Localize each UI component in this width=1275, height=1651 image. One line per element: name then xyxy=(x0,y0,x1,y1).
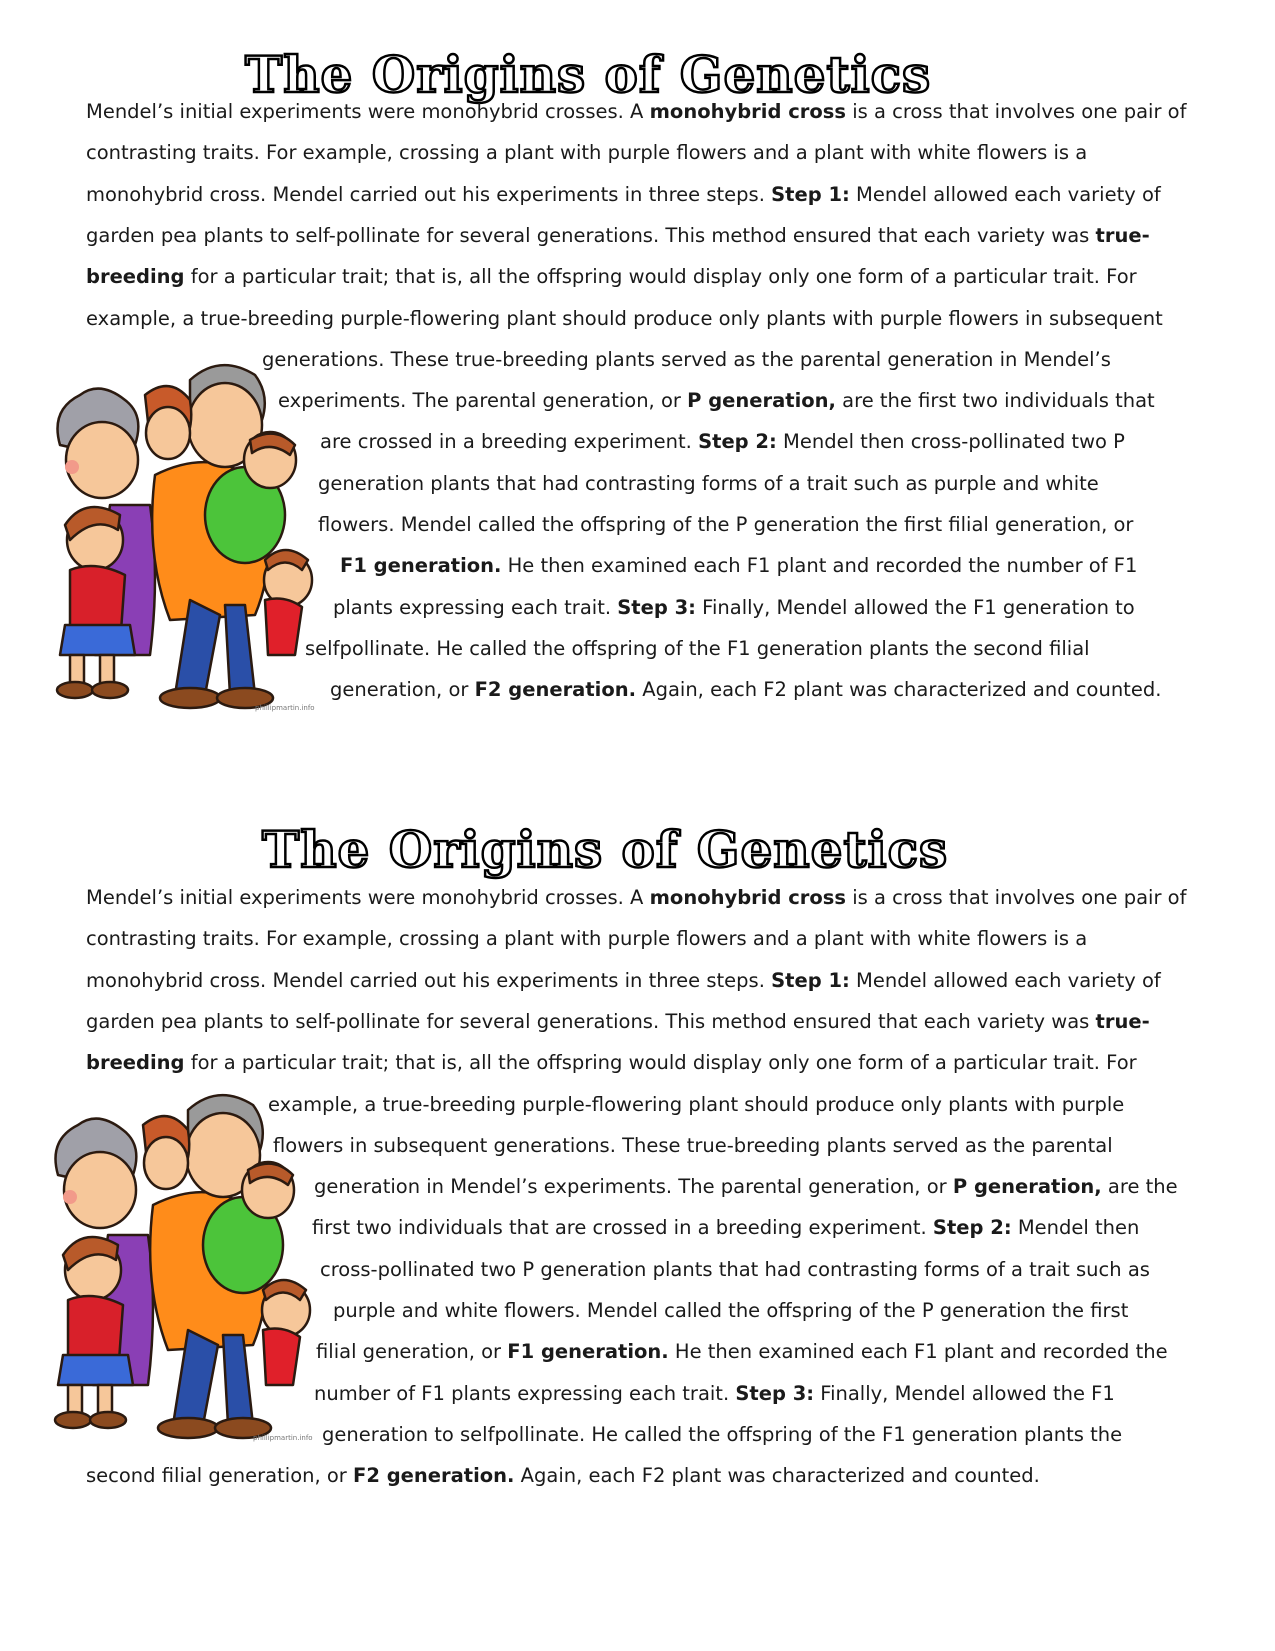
text-run: Mendel then cross-pollinated two P xyxy=(776,430,1125,453)
paragraph-line xyxy=(86,969,1161,993)
text-run: garden pea plants to self-pollinate for several generations. This method ensured that each variety was xyxy=(86,1010,1096,1033)
key-term: Step 3: xyxy=(735,1382,815,1405)
key-term: monohybrid cross xyxy=(649,886,846,909)
text-run: monohybrid cross. Mendel carried out his experiments in three steps. xyxy=(86,183,772,206)
paragraph-line xyxy=(322,1423,1122,1447)
text-run: is a cross that involves one pair of xyxy=(846,886,1187,909)
text-run: Mendel allowed each variety of xyxy=(849,969,1161,992)
key-term: Step 1: xyxy=(771,969,850,992)
text-run: He then examined each F1 plant and recorded the xyxy=(668,1340,1168,1363)
text-run: Again, each F2 plant was characterized and counted. xyxy=(514,1464,1040,1487)
text-run: Mendel’s initial experiments were monohybrid crosses. A xyxy=(86,886,650,909)
text-run: flowers. Mendel called the offspring of the P generation the first filial generation, or xyxy=(318,513,1134,536)
paragraph-line xyxy=(268,1093,1124,1117)
text-run: Finally, Mendel allowed the F1 generation to xyxy=(695,596,1135,619)
text-run: example, a true-breeding purple-flowering plant should produce only plants with purple xyxy=(268,1093,1125,1116)
text-run: Mendel’s initial experiments were monohybrid crosses. A xyxy=(86,100,650,123)
page-title: The Origins of Genetics xyxy=(262,820,949,879)
text-run: Again, each F2 plant was characterized and counted. xyxy=(636,678,1162,701)
text-run: generation in Mendel’s experiments. The parental generation, or xyxy=(314,1175,953,1198)
text-run: number of F1 plants expressing each trait. xyxy=(314,1382,736,1405)
text-run: garden pea plants to self-pollinate for several generations. This method ensured that each variety was xyxy=(86,224,1096,247)
paragraph-line xyxy=(86,1010,1150,1034)
text-run: experiments. The parental generation, or xyxy=(278,389,688,412)
key-term: Step 1: xyxy=(771,183,850,206)
key-term: breeding xyxy=(86,1051,185,1074)
text-run: first two individuals that are crossed in a breeding experiment. xyxy=(312,1216,933,1239)
paragraph-line xyxy=(320,1258,1150,1282)
text-run: selfpollinate. He called the offspring of the F1 generation plants the second filial xyxy=(305,637,1090,660)
text-run: purple and white flowers. Mendel called the offspring of the P generation the first xyxy=(333,1299,1129,1322)
paragraph-line xyxy=(316,1340,1168,1364)
paragraph-line xyxy=(86,1464,1040,1488)
text-run: monohybrid cross. Mendel carried out his experiments in three steps. xyxy=(86,969,772,992)
paragraph-line xyxy=(86,927,1087,951)
paragraph-line xyxy=(273,1134,1113,1158)
text-run: for a particular trait; that is, all the offspring would display only one form of a particular trait. For xyxy=(184,1051,1137,1074)
text-run: contrasting traits. For example, crossing a plant with purple flowers and a plant with white flowers is a xyxy=(86,927,1088,950)
text-run: contrasting traits. For example, crossing a plant with purple flowers and a plant with white flowers is a xyxy=(86,141,1088,164)
key-term: true- xyxy=(1095,1010,1150,1033)
text-run: second filial generation, or xyxy=(86,1464,354,1487)
text-run: example, a true-breeding purple-flowering plant should produce only plants with purple flowers in subsequent xyxy=(86,307,1163,330)
text-run: generation to selfpollinate. He called the offspring of the F1 generation plants the xyxy=(322,1423,1123,1446)
family-hug-clipart xyxy=(38,1085,313,1445)
key-term: F2 generation. xyxy=(474,678,637,701)
clipart-credit: phillipmartin.info xyxy=(255,704,315,712)
text-run: for a particular trait; that is, all the offspring would display only one form of a particular trait. For xyxy=(184,265,1137,288)
clipart-credit: phillipmartin.info xyxy=(253,1434,313,1442)
text-run: are the first two individuals that xyxy=(835,389,1155,412)
paragraph-line xyxy=(314,1175,1178,1199)
text-run: are crossed in a breeding experiment. xyxy=(320,430,699,453)
key-term: F2 generation. xyxy=(353,1464,515,1487)
paragraph-line xyxy=(333,1299,1128,1323)
paragraph-line xyxy=(312,1216,1139,1240)
text-run: generation, or xyxy=(330,678,475,701)
key-term: Step 2: xyxy=(932,1216,1012,1239)
text-run: generation plants that had contrasting forms of a trait such as purple and white xyxy=(318,472,1099,495)
text-run: is a cross that involves one pair of xyxy=(846,100,1187,123)
key-term: true- xyxy=(1095,224,1150,247)
key-term: F1 generation. xyxy=(340,554,502,577)
text-run: Mendel then xyxy=(1011,1216,1140,1239)
text-run: are the xyxy=(1101,1175,1178,1198)
key-term: Step 3: xyxy=(617,596,696,619)
key-term: P generation, xyxy=(687,389,836,412)
paragraph-line xyxy=(86,886,1186,910)
text-run: plants expressing each trait. xyxy=(333,596,618,619)
paragraph-line xyxy=(86,1051,1137,1075)
key-term: monohybrid cross xyxy=(649,100,846,123)
key-term: breeding xyxy=(86,265,185,288)
text-run: flowers in subsequent generations. These true-breeding plants served as the parental xyxy=(273,1134,1113,1157)
paragraph-line xyxy=(314,1382,1115,1406)
text-run: generations. These true-breeding plants served as the parental generation in Mendel’s xyxy=(262,348,1111,371)
page-title: The Origins of Genetics xyxy=(245,45,932,104)
text-run: filial generation, or xyxy=(316,1340,508,1363)
text-run: cross-pollinated two P generation plants that had contrasting forms of a trait such as xyxy=(320,1258,1150,1281)
key-term: F1 generation. xyxy=(507,1340,669,1363)
text-run: Mendel allowed each variety of xyxy=(849,183,1161,206)
text-run: He then examined each F1 plant and recorded the number of F1 xyxy=(501,554,1138,577)
text-run: Finally, Mendel allowed the F1 xyxy=(814,1382,1115,1405)
key-term: P generation, xyxy=(952,1175,1102,1198)
key-term: Step 2: xyxy=(698,430,777,453)
